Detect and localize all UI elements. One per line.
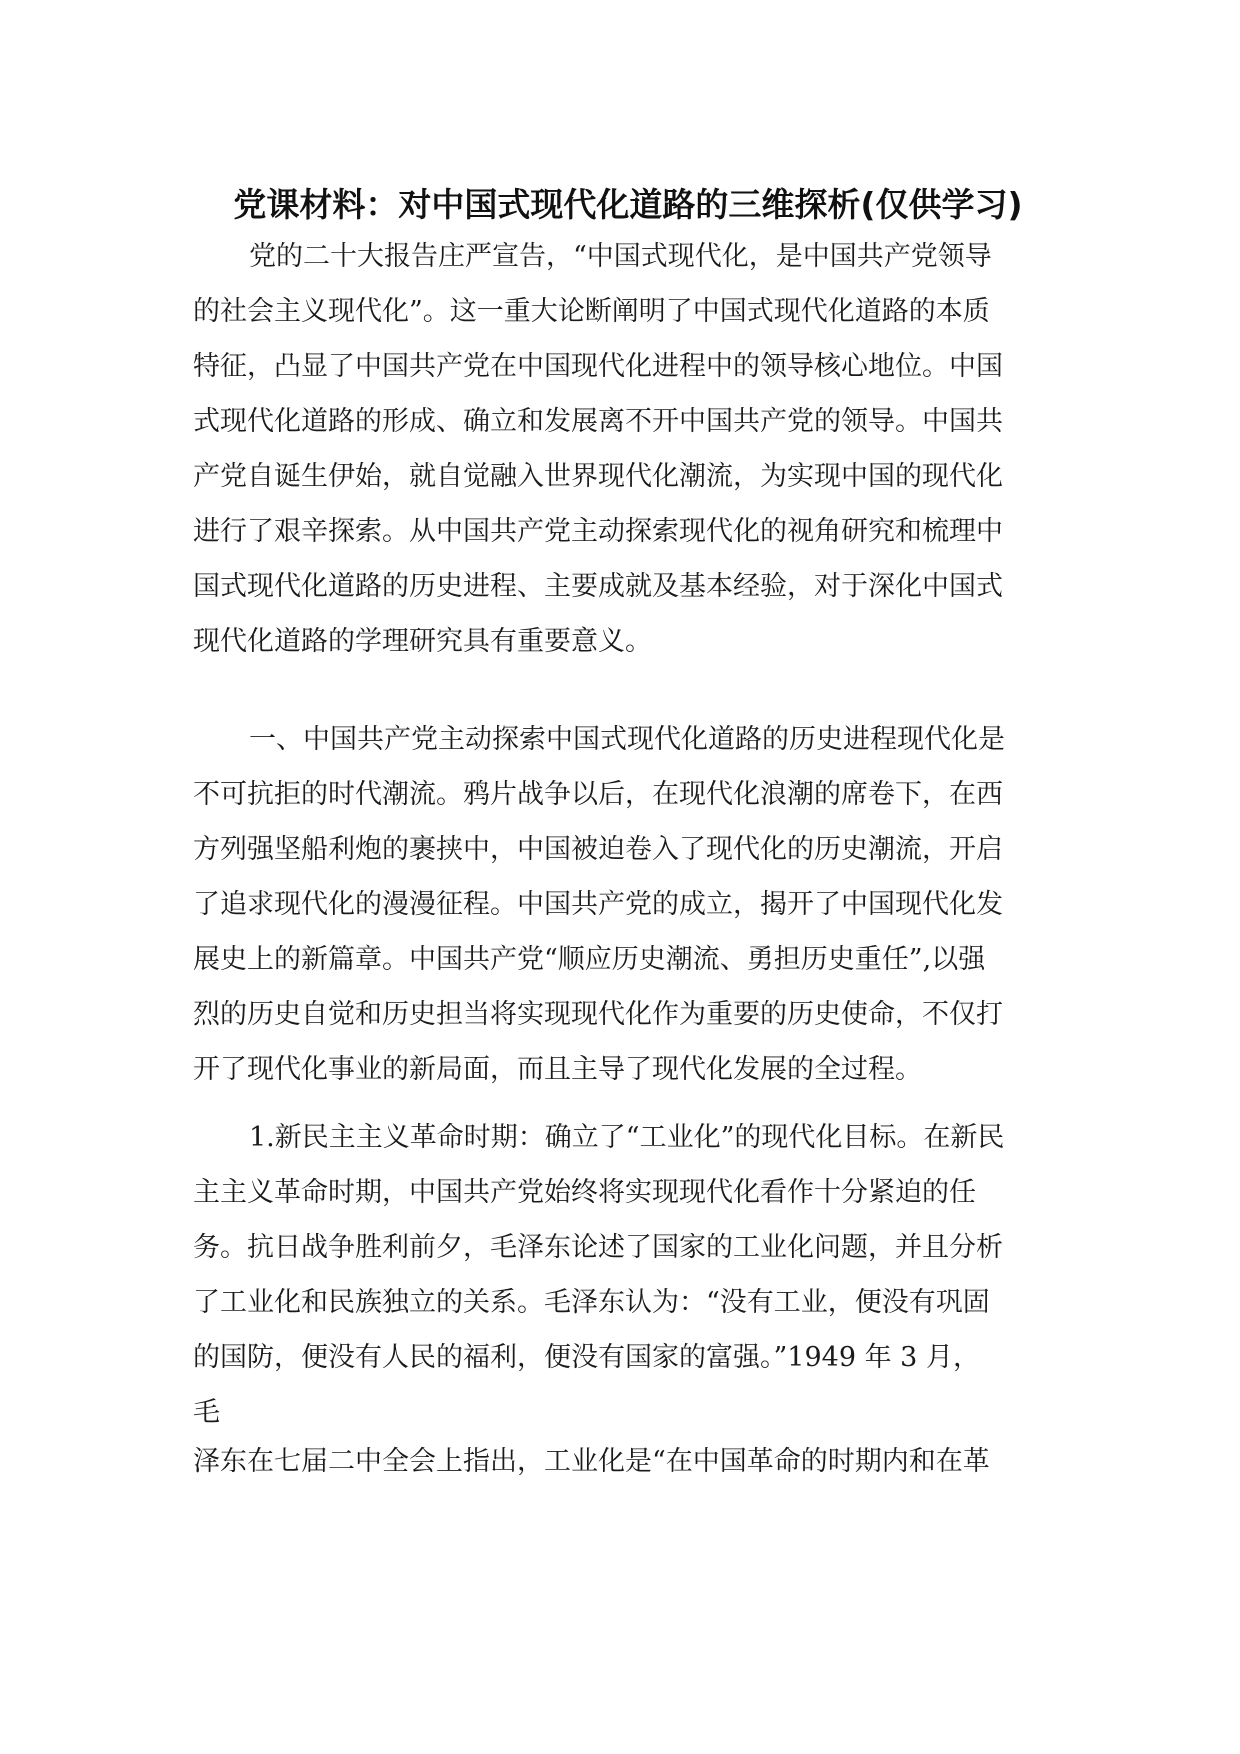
text-line: 了工业化和民族独立的关系。毛泽东认为：“没有工业，便没有巩固 <box>193 1287 990 1318</box>
text-line: 式现代化道路的形成、确立和发展离不开中国共产党的领导。中国共 <box>193 406 1003 437</box>
paragraph-new-democracy <box>193 1110 1053 1440</box>
text-line: 毛 <box>193 1397 220 1428</box>
text-line: 不可抗拒的时代潮流。鸦片战争以后，在现代化浪潮的席卷下，在西 <box>193 779 1003 810</box>
text-line: 烈的历史自觉和历史担当将实现现代化作为重要的历史使命，不仅打 <box>193 999 1003 1030</box>
paragraph-intro <box>193 229 1053 669</box>
text-line: 泽东在七届二中全会上指出，工业化是“在中国革命的时期内和在革 <box>193 1446 990 1477</box>
paragraph-continuation <box>193 1434 1053 1489</box>
text-line: 现代化道路的学理研究具有重要意义。 <box>193 626 652 657</box>
text-line: 展史上的新篇章。中国共产党“顺应历史潮流、勇担历史重任”,以强 <box>193 944 986 975</box>
text-line: 特征，凸显了中国共产党在中国现代化进程中的领导核心地位。中国 <box>193 351 1003 382</box>
text-line: 方列强坚船利炮的裹挟中，中国被迫卷入了现代化的历史潮流，开启 <box>193 834 1003 865</box>
text-line: 1.新民主主义革命时期：确立了“工业化”的现代化目标。在新民 <box>249 1122 1005 1153</box>
paragraph-section-one <box>193 712 1053 1097</box>
text-line: 务。抗日战争胜利前夕，毛泽东论述了国家的工业化问题，并且分析 <box>193 1232 1003 1263</box>
text-line: 的社会主义现代化”。这一重大论断阐明了中国式现代化道路的本质 <box>193 296 990 327</box>
text-line: 党的二十大报告庄严宣告，“中国式现代化，是中国共产党领导 <box>249 241 992 272</box>
text-line: 的国防，便没有人民的福利，便没有国家的富强。”1949 年 3 月， <box>193 1342 980 1373</box>
text-line: 国式现代化道路的历史进程、主要成就及基本经验，对于深化中国式 <box>193 571 1003 602</box>
text-line: 开了现代化事业的新局面，而且主导了现代化发展的全过程。 <box>193 1054 922 1085</box>
text-line: 一、中国共产党主动探索中国式现代化道路的历史进程现代化是 <box>249 724 1005 755</box>
page-title: 党课材料：对中国式现代化道路的三维探析(仅供学习) <box>233 185 1023 224</box>
text-line: 主主义革命时期，中国共产党始终将实现现代化看作十分紧迫的任 <box>193 1177 976 1208</box>
text-line: 产党自诞生伊始，就自觉融入世界现代化潮流，为实现中国的现代化 <box>193 461 1003 492</box>
text-line: 了追求现代化的漫漫征程。中国共产党的成立，揭开了中国现代化发 <box>193 889 1003 920</box>
text-line: 进行了艰辛探索。从中国共产党主动探索现代化的视角研究和梳理中 <box>193 516 1003 547</box>
